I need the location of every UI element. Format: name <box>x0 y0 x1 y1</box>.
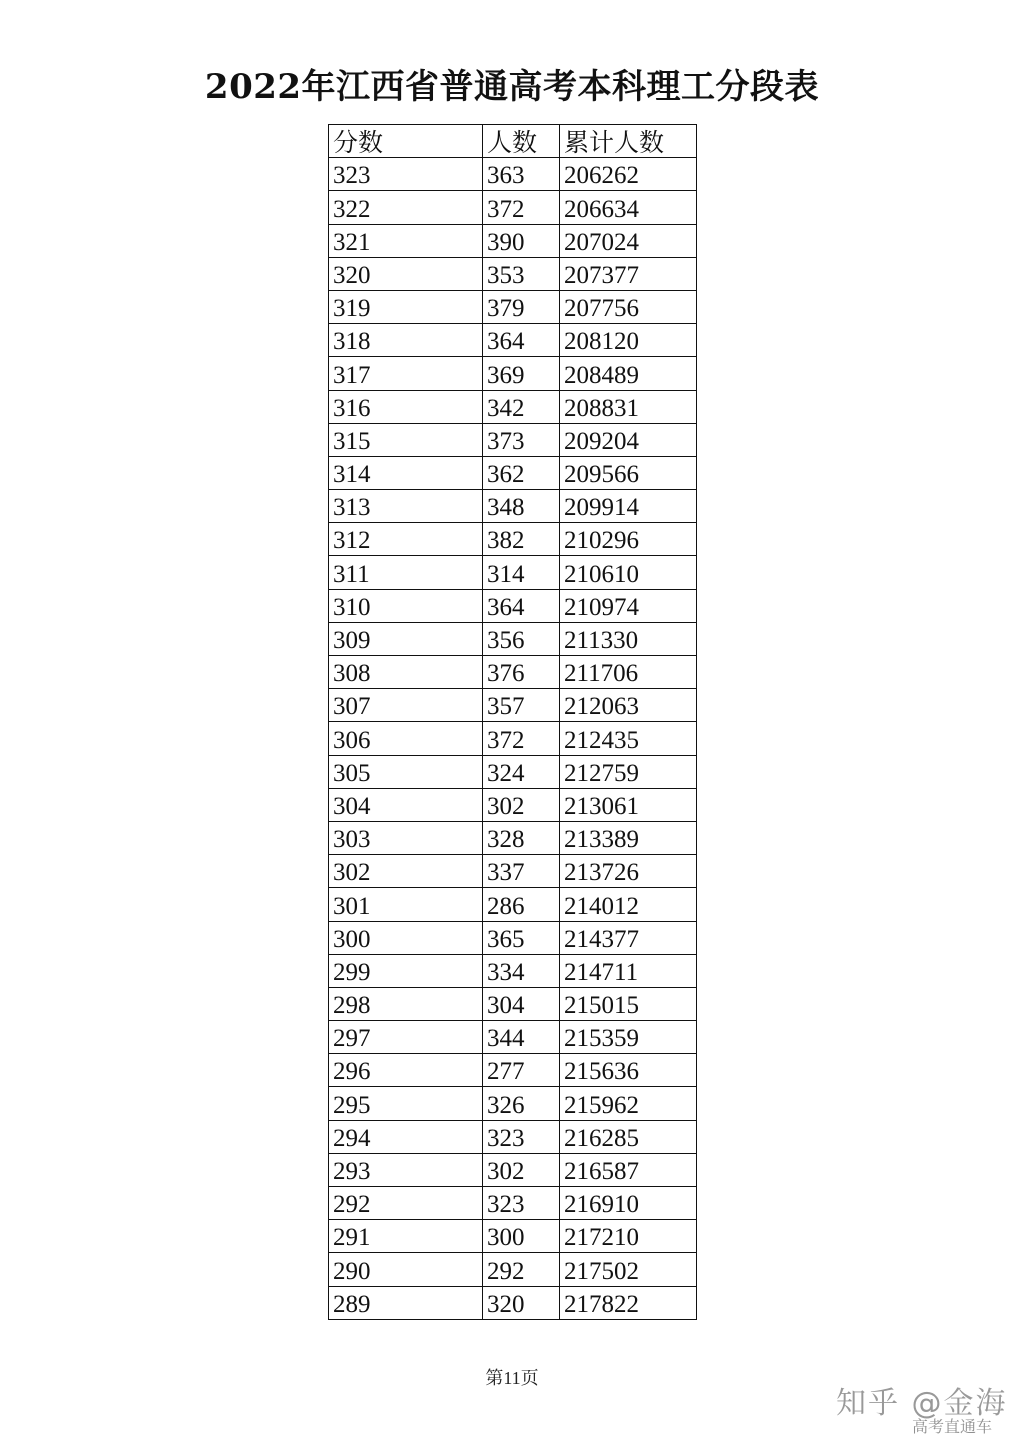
score-cell: 300 <box>329 921 483 954</box>
cumulative-count-cell: 216910 <box>560 1187 697 1220</box>
cumulative-count-cell: 211330 <box>560 622 697 655</box>
cumulative-count-cell: 207377 <box>560 257 697 290</box>
table-row <box>329 821 697 854</box>
table-row <box>329 556 697 589</box>
count-cell: 326 <box>483 1087 560 1120</box>
count-cell: 376 <box>483 656 560 689</box>
score-cell: 312 <box>329 523 483 556</box>
watermark: 知乎 @金海 <box>836 1386 1008 1421</box>
cumulative-count-cell: 213726 <box>560 855 697 888</box>
count-cell: 337 <box>483 855 560 888</box>
score-cell: 319 <box>329 290 483 323</box>
table-row <box>329 987 697 1020</box>
score-cell: 311 <box>329 556 483 589</box>
table-body <box>329 158 697 1320</box>
score-cell: 306 <box>329 722 483 755</box>
score-cell: 302 <box>329 855 483 888</box>
cumulative-count-cell: 214711 <box>560 954 697 987</box>
cumulative-count-cell: 215015 <box>560 987 697 1020</box>
cumulative-count-cell: 216285 <box>560 1120 697 1153</box>
table-row <box>329 689 697 722</box>
count-cell: 302 <box>483 1153 560 1186</box>
count-cell: 364 <box>483 324 560 357</box>
cumulative-count-cell: 206634 <box>560 191 697 224</box>
column-header-count: 人数 <box>483 125 560 158</box>
count-cell: 379 <box>483 290 560 323</box>
count-cell: 363 <box>483 158 560 191</box>
table-row <box>329 1120 697 1153</box>
table-row <box>329 191 697 224</box>
table-row <box>329 1153 697 1186</box>
count-cell: 369 <box>483 357 560 390</box>
count-cell: 373 <box>483 423 560 456</box>
table-row <box>329 158 697 191</box>
table-header-row <box>329 125 697 158</box>
score-cell: 310 <box>329 589 483 622</box>
cumulative-count-cell: 210974 <box>560 589 697 622</box>
score-cell: 297 <box>329 1021 483 1054</box>
table-row <box>329 1187 697 1220</box>
count-cell: 364 <box>483 589 560 622</box>
column-header-cumulative: 累计人数 <box>560 125 697 158</box>
count-cell: 342 <box>483 390 560 423</box>
cumulative-count-cell: 217210 <box>560 1220 697 1253</box>
count-cell: 353 <box>483 257 560 290</box>
table-row <box>329 755 697 788</box>
table-row <box>329 888 697 921</box>
score-cell: 314 <box>329 456 483 489</box>
table-row <box>329 589 697 622</box>
score-distribution-table <box>328 124 697 1320</box>
table-row <box>329 390 697 423</box>
score-cell: 296 <box>329 1054 483 1087</box>
count-cell: 277 <box>483 1054 560 1087</box>
table-row <box>329 1087 697 1120</box>
score-cell: 295 <box>329 1087 483 1120</box>
score-cell: 321 <box>329 224 483 257</box>
count-cell: 365 <box>483 921 560 954</box>
score-cell: 303 <box>329 821 483 854</box>
count-cell: 286 <box>483 888 560 921</box>
cumulative-count-cell: 213389 <box>560 821 697 854</box>
cumulative-count-cell: 208831 <box>560 390 697 423</box>
score-cell: 313 <box>329 490 483 523</box>
score-cell: 290 <box>329 1253 483 1286</box>
table-row <box>329 788 697 821</box>
cumulative-count-cell: 206262 <box>560 158 697 191</box>
cumulative-count-cell: 215359 <box>560 1021 697 1054</box>
cumulative-count-cell: 217502 <box>560 1253 697 1286</box>
count-cell: 382 <box>483 523 560 556</box>
score-cell: 323 <box>329 158 483 191</box>
score-cell: 308 <box>329 656 483 689</box>
table-row <box>329 656 697 689</box>
score-cell: 318 <box>329 324 483 357</box>
score-cell: 322 <box>329 191 483 224</box>
score-cell: 305 <box>329 755 483 788</box>
page-number: 第11页 <box>485 1368 539 1388</box>
cumulative-count-cell: 211706 <box>560 656 697 689</box>
score-cell: 316 <box>329 390 483 423</box>
cumulative-count-cell: 212063 <box>560 689 697 722</box>
document-title: 2022年江西省普通高考本科理工分段表 <box>204 67 820 107</box>
table-row <box>329 622 697 655</box>
count-cell: 357 <box>483 689 560 722</box>
cumulative-count-cell: 212759 <box>560 755 697 788</box>
table-row <box>329 1220 697 1253</box>
table-row <box>329 1253 697 1286</box>
cumulative-count-cell: 209566 <box>560 456 697 489</box>
cumulative-count-cell: 210610 <box>560 556 697 589</box>
score-cell: 298 <box>329 987 483 1020</box>
cumulative-count-cell: 209914 <box>560 490 697 523</box>
table-row <box>329 357 697 390</box>
table-row <box>329 1021 697 1054</box>
cumulative-count-cell: 208120 <box>560 324 697 357</box>
count-cell: 323 <box>483 1187 560 1220</box>
table-row <box>329 722 697 755</box>
count-cell: 320 <box>483 1286 560 1319</box>
count-cell: 302 <box>483 788 560 821</box>
count-cell: 390 <box>483 224 560 257</box>
count-cell: 372 <box>483 722 560 755</box>
count-cell: 304 <box>483 987 560 1020</box>
table-row <box>329 290 697 323</box>
cumulative-count-cell: 215636 <box>560 1054 697 1087</box>
count-cell: 356 <box>483 622 560 655</box>
score-cell: 299 <box>329 954 483 987</box>
column-header-score: 分数 <box>329 125 483 158</box>
count-cell: 314 <box>483 556 560 589</box>
score-cell: 304 <box>329 788 483 821</box>
score-cell: 294 <box>329 1120 483 1153</box>
table-row <box>329 954 697 987</box>
count-cell: 300 <box>483 1220 560 1253</box>
score-cell: 293 <box>329 1153 483 1186</box>
count-cell: 328 <box>483 821 560 854</box>
cumulative-count-cell: 214012 <box>560 888 697 921</box>
score-cell: 309 <box>329 622 483 655</box>
cumulative-count-cell: 207024 <box>560 224 697 257</box>
cumulative-count-cell: 207756 <box>560 290 697 323</box>
table-row <box>329 1286 697 1319</box>
score-cell: 307 <box>329 689 483 722</box>
table-row <box>329 324 697 357</box>
count-cell: 323 <box>483 1120 560 1153</box>
table-row <box>329 921 697 954</box>
score-cell: 292 <box>329 1187 483 1220</box>
score-cell: 289 <box>329 1286 483 1319</box>
cumulative-count-cell: 208489 <box>560 357 697 390</box>
cumulative-count-cell: 215962 <box>560 1087 697 1120</box>
table-row <box>329 257 697 290</box>
cumulative-count-cell: 212435 <box>560 722 697 755</box>
count-cell: 292 <box>483 1253 560 1286</box>
score-cell: 320 <box>329 257 483 290</box>
count-cell: 344 <box>483 1021 560 1054</box>
table-row <box>329 523 697 556</box>
table-row <box>329 423 697 456</box>
score-cell: 315 <box>329 423 483 456</box>
cumulative-count-cell: 216587 <box>560 1153 697 1186</box>
count-cell: 334 <box>483 954 560 987</box>
count-cell: 348 <box>483 490 560 523</box>
score-cell: 291 <box>329 1220 483 1253</box>
score-cell: 317 <box>329 357 483 390</box>
table-row <box>329 490 697 523</box>
table-row <box>329 456 697 489</box>
cumulative-count-cell: 209204 <box>560 423 697 456</box>
table-row <box>329 224 697 257</box>
cumulative-count-cell: 214377 <box>560 921 697 954</box>
watermark-subtext: 高考直通车 <box>912 1417 993 1436</box>
cumulative-count-cell: 217822 <box>560 1286 697 1319</box>
cumulative-count-cell: 213061 <box>560 788 697 821</box>
score-cell: 301 <box>329 888 483 921</box>
table-row <box>329 855 697 888</box>
count-cell: 362 <box>483 456 560 489</box>
count-cell: 324 <box>483 755 560 788</box>
cumulative-count-cell: 210296 <box>560 523 697 556</box>
count-cell: 372 <box>483 191 560 224</box>
table-row <box>329 1054 697 1087</box>
